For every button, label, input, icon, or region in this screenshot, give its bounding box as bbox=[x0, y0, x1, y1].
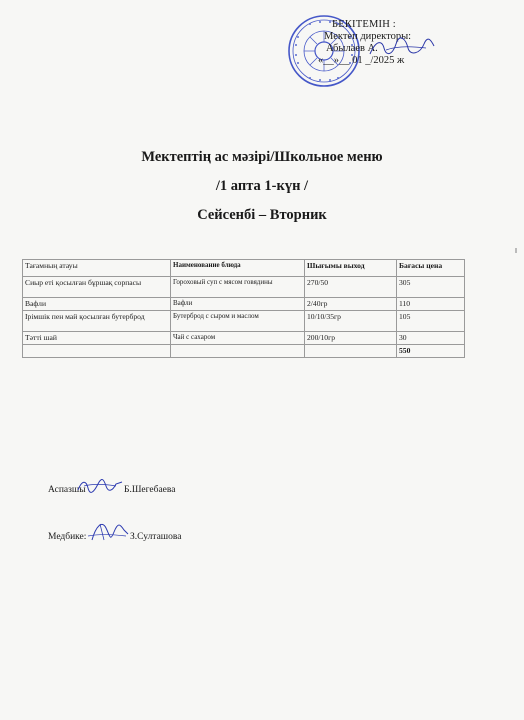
table-cell bbox=[305, 345, 397, 358]
weekday-name: Сейсенбі – Вторник bbox=[197, 207, 327, 223]
approval-name: Абылаев А. bbox=[326, 43, 378, 54]
table-cell bbox=[23, 345, 171, 358]
table-row bbox=[23, 277, 465, 298]
table-cell: Гороховый суп с мясом говядины bbox=[171, 277, 305, 298]
cook-label: Аспазшы bbox=[48, 485, 86, 495]
table-cell: 30 bbox=[397, 332, 465, 345]
table-cell: 2/40гр bbox=[305, 298, 397, 311]
column-header: Шығымы выход bbox=[305, 260, 397, 277]
table-cell: 10/10/35гр bbox=[305, 311, 397, 332]
director-signature bbox=[366, 36, 436, 60]
table-cell: 105 bbox=[397, 311, 465, 332]
nurse-label: Медбике: bbox=[48, 532, 87, 542]
week-day-label: /1 апта 1-күн / bbox=[215, 178, 309, 194]
table-cell: Тәтті шай bbox=[23, 332, 171, 345]
table-row bbox=[23, 332, 465, 345]
table-cell: Вафли bbox=[171, 298, 305, 311]
table-cell: 110 bbox=[397, 298, 465, 311]
table-cell: Сиыр еті қосылған бұршақ сорпасы bbox=[23, 277, 171, 298]
approval-position: Мектеп директоры: bbox=[324, 31, 412, 42]
column-header: Бағасы цена bbox=[397, 260, 465, 277]
cook-signature bbox=[76, 476, 124, 496]
table-cell: 305 bbox=[397, 277, 465, 298]
table-row bbox=[23, 311, 465, 332]
total-price-cell: 550 bbox=[397, 345, 465, 358]
table-total-row bbox=[23, 345, 465, 358]
nurse-signature bbox=[86, 518, 130, 546]
table-cell: Вафли bbox=[23, 298, 171, 311]
page-title: Мектептің ас мәзірі/Школьное меню bbox=[141, 149, 383, 165]
column-header: Тағамның атауы bbox=[23, 260, 171, 277]
cook-name: Б.Шегебаева bbox=[124, 485, 176, 495]
table-cell: Бутерброд с сыром и маслом bbox=[171, 311, 305, 332]
table-cell: Чай с сахаром bbox=[171, 332, 305, 345]
column-header: Наименование блюда bbox=[171, 260, 305, 277]
approval-date: «__»__ 01 _/2025 ж bbox=[318, 55, 405, 66]
approval-heading: БЕКІТЕМІН : bbox=[332, 19, 396, 30]
table-cell: 270/50 bbox=[305, 277, 397, 298]
table-row bbox=[23, 298, 465, 311]
table-cell bbox=[171, 345, 305, 358]
menu-table bbox=[22, 259, 465, 358]
table-cell: Ірімшік пен май қосылған бутерброд bbox=[23, 311, 171, 332]
table-header-row bbox=[23, 260, 465, 277]
scan-mark bbox=[515, 248, 517, 253]
nurse-name: З.Султашова bbox=[130, 532, 182, 542]
table-cell: 200/10гр bbox=[305, 332, 397, 345]
